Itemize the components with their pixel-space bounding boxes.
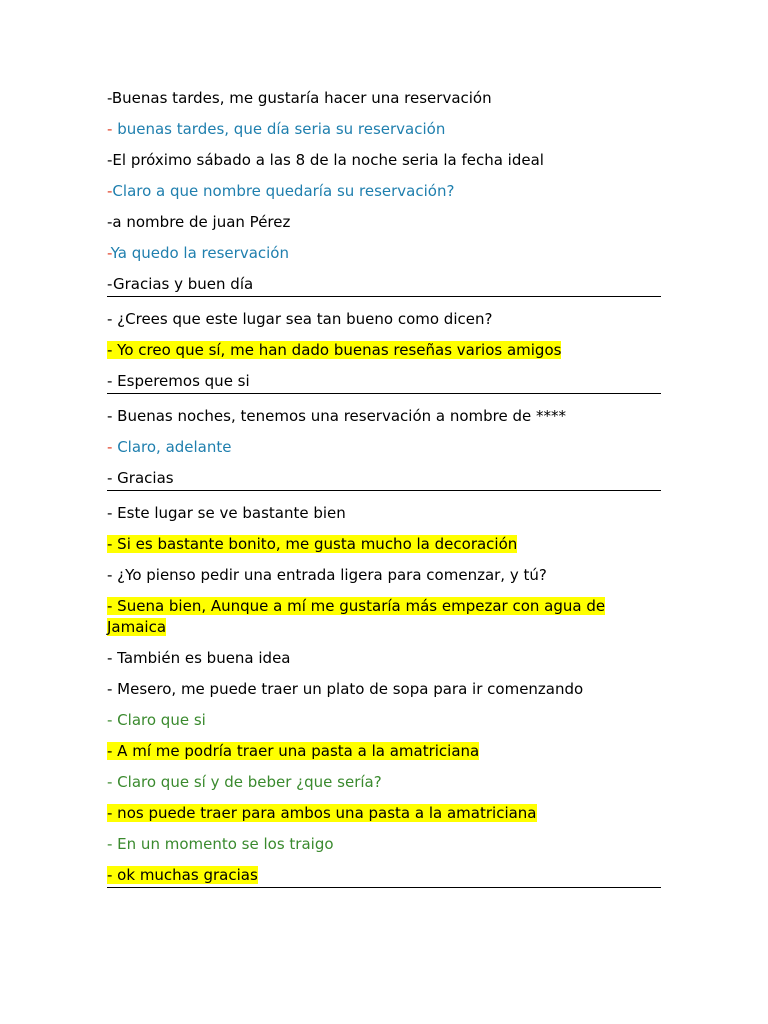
dash-marker: - [107,182,113,200]
dialogue-line: - En un momento se los traigo [107,835,334,853]
document-body [107,88,661,900]
dash-marker: - [107,244,111,262]
dialogue-line: - Esperemos que si [107,372,250,390]
dialogue-line [107,596,661,638]
dialogue-reservation-call [107,88,661,297]
dialogue-line [107,534,661,555]
dialogue-line: - Claro que sí y de beber ¿que sería? [107,773,382,791]
highlighted-text: - ok muchas gracias [107,866,258,884]
highlighted-text: - Yo creo que sí, me han dado buenas reseñas varios amigos [107,341,562,359]
dialogue-line [107,741,661,762]
dialogue-line [107,865,661,886]
dialogue-line: - Este lugar se ve bastante bien [107,504,346,522]
dialogue-line: -Buenas tardes, me gustaría hacer una reservación [107,89,492,107]
dialogue-expectations [107,309,661,394]
dialogue-text: Ya quedo la reservación [110,244,289,262]
highlighted-text: Jamaica [107,618,167,636]
dialogue-line: - Buenas noches, tenemos una reservación a nombre de **** [107,407,567,425]
dialogue-line: - Gracias [107,469,174,487]
highlighted-text: - Suena bien, Aunque a mí me gustaría más empezar con agua de [107,597,606,615]
dialogue-line: - Claro que si [107,711,206,729]
dialogue-line [107,119,661,140]
dialogue-line: -a nombre de juan Pérez [107,213,291,231]
dialogue-text: Claro, adelante [112,438,232,456]
dialogue-line: - También es buena idea [107,649,291,667]
dialogue-line [107,181,661,202]
highlighted-text: - A mí me podría traer una pasta a la amatriciana [107,742,480,760]
dialogue-ordering [107,503,661,888]
dialogue-text: Claro a que nombre quedaría su reservación? [112,182,455,200]
dash-marker: - [107,438,113,456]
dialogue-line: - Mesero, me puede traer un plato de sopa para ir comenzando [107,680,584,698]
dialogue-text: buenas tardes, que día seria su reservación [112,120,446,138]
dialogue-line [107,803,661,824]
dialogue-line [107,340,661,361]
dialogue-line: -El próximo sábado a las 8 de la noche seria la fecha ideal [107,151,544,169]
dialogue-line: - ¿Yo pienso pedir una entrada ligera para comenzar, y tú? [107,566,547,584]
dash-marker: - [107,120,113,138]
highlighted-text: - nos puede traer para ambos una pasta a la amatriciana [107,804,537,822]
dialogue-line: - ¿Crees que este lugar sea tan bueno como dicen? [107,310,493,328]
dialogue-arrival [107,406,661,491]
dialogue-line [107,437,661,458]
dialogue-line: -Gracias y buen día [107,275,254,293]
highlighted-text: - Si es bastante bonito, me gusta mucho la decoración [107,535,518,553]
dialogue-line [107,243,661,264]
